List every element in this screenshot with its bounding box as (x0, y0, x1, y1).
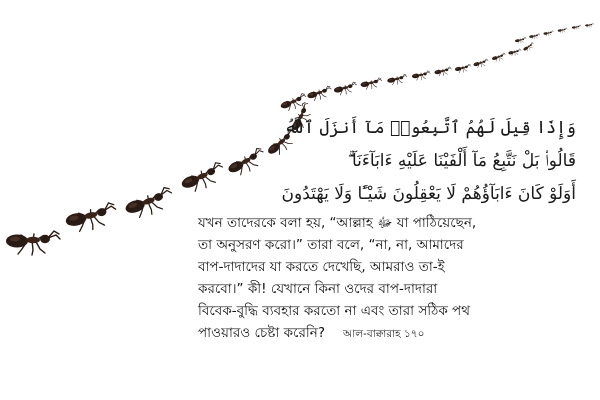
arabic-verse (256, 112, 576, 211)
translation-line-6-row (198, 322, 590, 345)
bangla-translation (198, 212, 590, 345)
arabic-verse-line-2: قَالُوا۟ بَلْ نَتَّبِعُ مَآ أَلْفَيْنَا عَلَيْهِ ءَابَآءَنَآ ۗ (347, 151, 576, 171)
translation-line-1: যখন তাদেরকে বলা হয়, “আল্লাহ ﷻ যা পাঠিয়েছেন, (198, 215, 477, 231)
translation-line-5: বিবেক-বুদ্ধি ব্যবহার করতো না এবং তারা সঠিক পথ (198, 303, 470, 319)
arabic-verse-line-3: أَوَلَوْ كَانَ ءَابَآؤُهُمْ لَا يَعْقِلُونَ شَيْـًٔا وَلَا يَهْتَدُونَ (281, 184, 576, 204)
arabic-verse-line-1: وَإِذَا قِيلَ لَهُمُ ٱتَّبِعُوا۟ مَآ أَنزَلَ ٱللَّهُ (284, 118, 576, 138)
translation-line-3: বাপ-দাদাদের যা করতে দেখেছি, আমরাও তা-ই (198, 259, 445, 275)
translation-line-4: করবো।” কী! যেখানে কিনা ওদের বাপ-দাদারা (198, 281, 438, 297)
translation-line-2: তা অনুসরণ করো।” তারা বলে, “না, না, আমাদের (198, 237, 464, 253)
verse-reference: আল-বাক্বারাহ ১৭০ (342, 328, 425, 340)
translation-line-6: পাওয়ারও চেষ্টা করেনি? (198, 325, 325, 341)
